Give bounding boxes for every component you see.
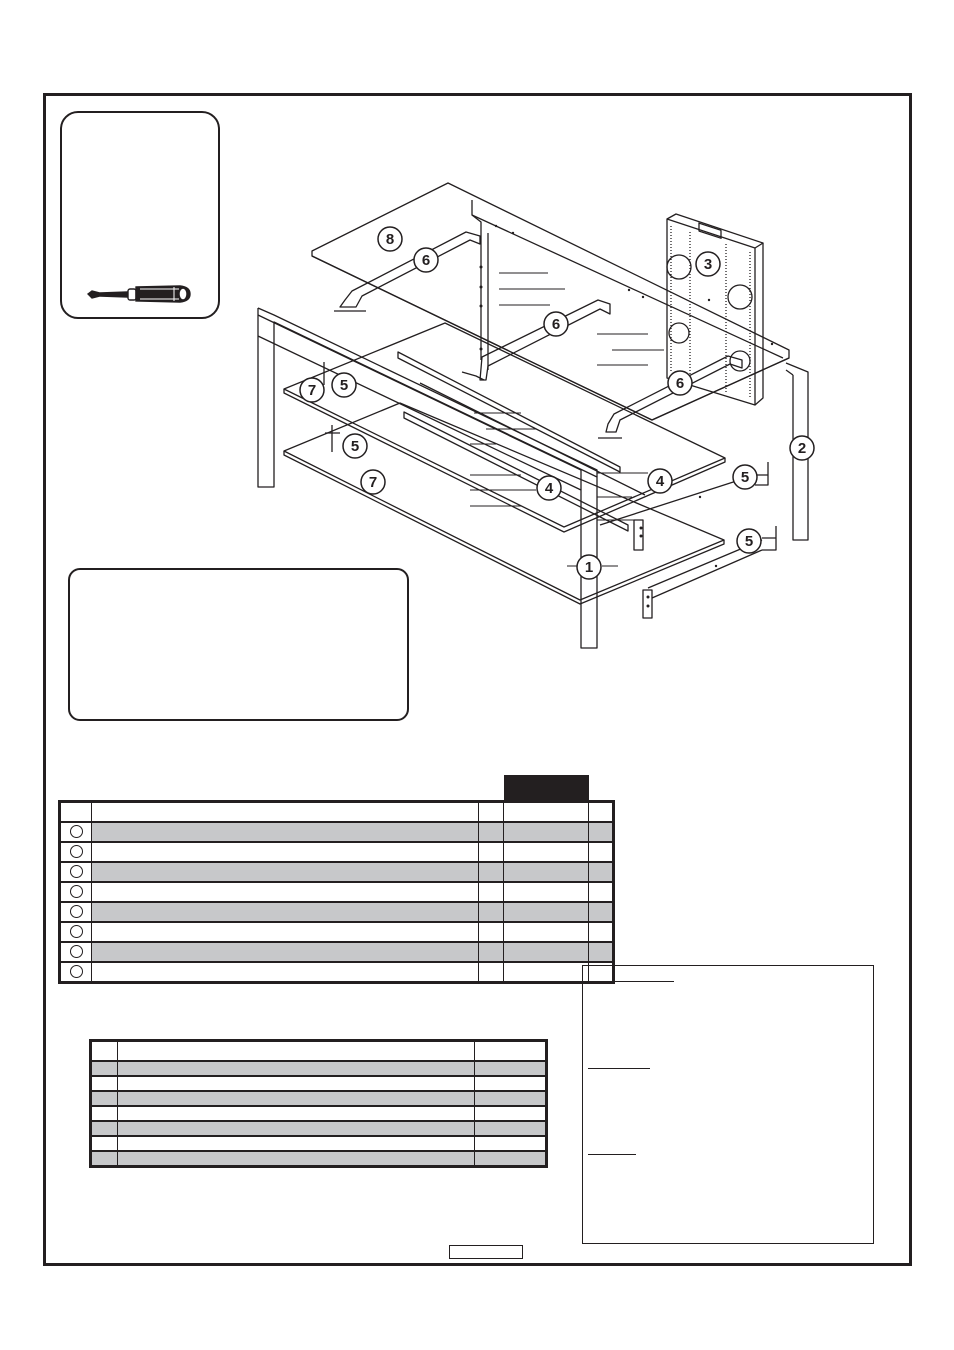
table-row: [91, 1136, 547, 1151]
table-header-row: [60, 802, 614, 823]
table-row: [60, 962, 614, 983]
callout-label: 5: [740, 469, 750, 486]
table-row: [91, 1076, 547, 1091]
section-heading-rule: [588, 1154, 636, 1155]
table-header-row: [91, 1041, 547, 1062]
table-row: [60, 922, 614, 942]
callout-label: 6: [421, 252, 431, 269]
hardware-list-table: [89, 1039, 548, 1168]
callout-label: 5: [744, 533, 754, 550]
table-row: [60, 942, 614, 962]
notice-box: [68, 568, 409, 721]
top-shelf: [312, 183, 789, 420]
callout-label: 2: [797, 440, 807, 457]
section-heading-rule: [588, 981, 674, 982]
callout-label: 3: [703, 256, 713, 273]
table-row: [91, 1151, 547, 1167]
hinge-plate-2: [643, 590, 652, 618]
table-row: [60, 822, 614, 842]
callout-label: 5: [339, 377, 349, 394]
callout-label: 8: [385, 231, 395, 248]
table-row: [60, 842, 614, 862]
table-row: [91, 1091, 547, 1106]
callout-label: 4: [655, 473, 665, 490]
quantity-column-header: [504, 775, 589, 801]
table-row: [60, 882, 614, 902]
section-heading-rule: [588, 1068, 650, 1069]
callout-label: 5: [350, 438, 360, 455]
table-row: [91, 1106, 547, 1121]
table-row: [60, 862, 614, 882]
page-number-tag: [449, 1245, 523, 1259]
table-row: [91, 1121, 547, 1136]
table-row: [91, 1061, 547, 1076]
callout-label: 7: [368, 474, 378, 491]
notes-box: [582, 965, 874, 1244]
brace-top: [340, 232, 480, 307]
parts-list-table: [58, 800, 615, 984]
callout-label: 4: [544, 480, 554, 497]
callout-label: 1: [584, 559, 594, 576]
callout-label: 6: [675, 375, 685, 392]
callout-label: 6: [551, 316, 561, 333]
callout-label: 7: [307, 382, 317, 399]
table-row: [60, 902, 614, 922]
